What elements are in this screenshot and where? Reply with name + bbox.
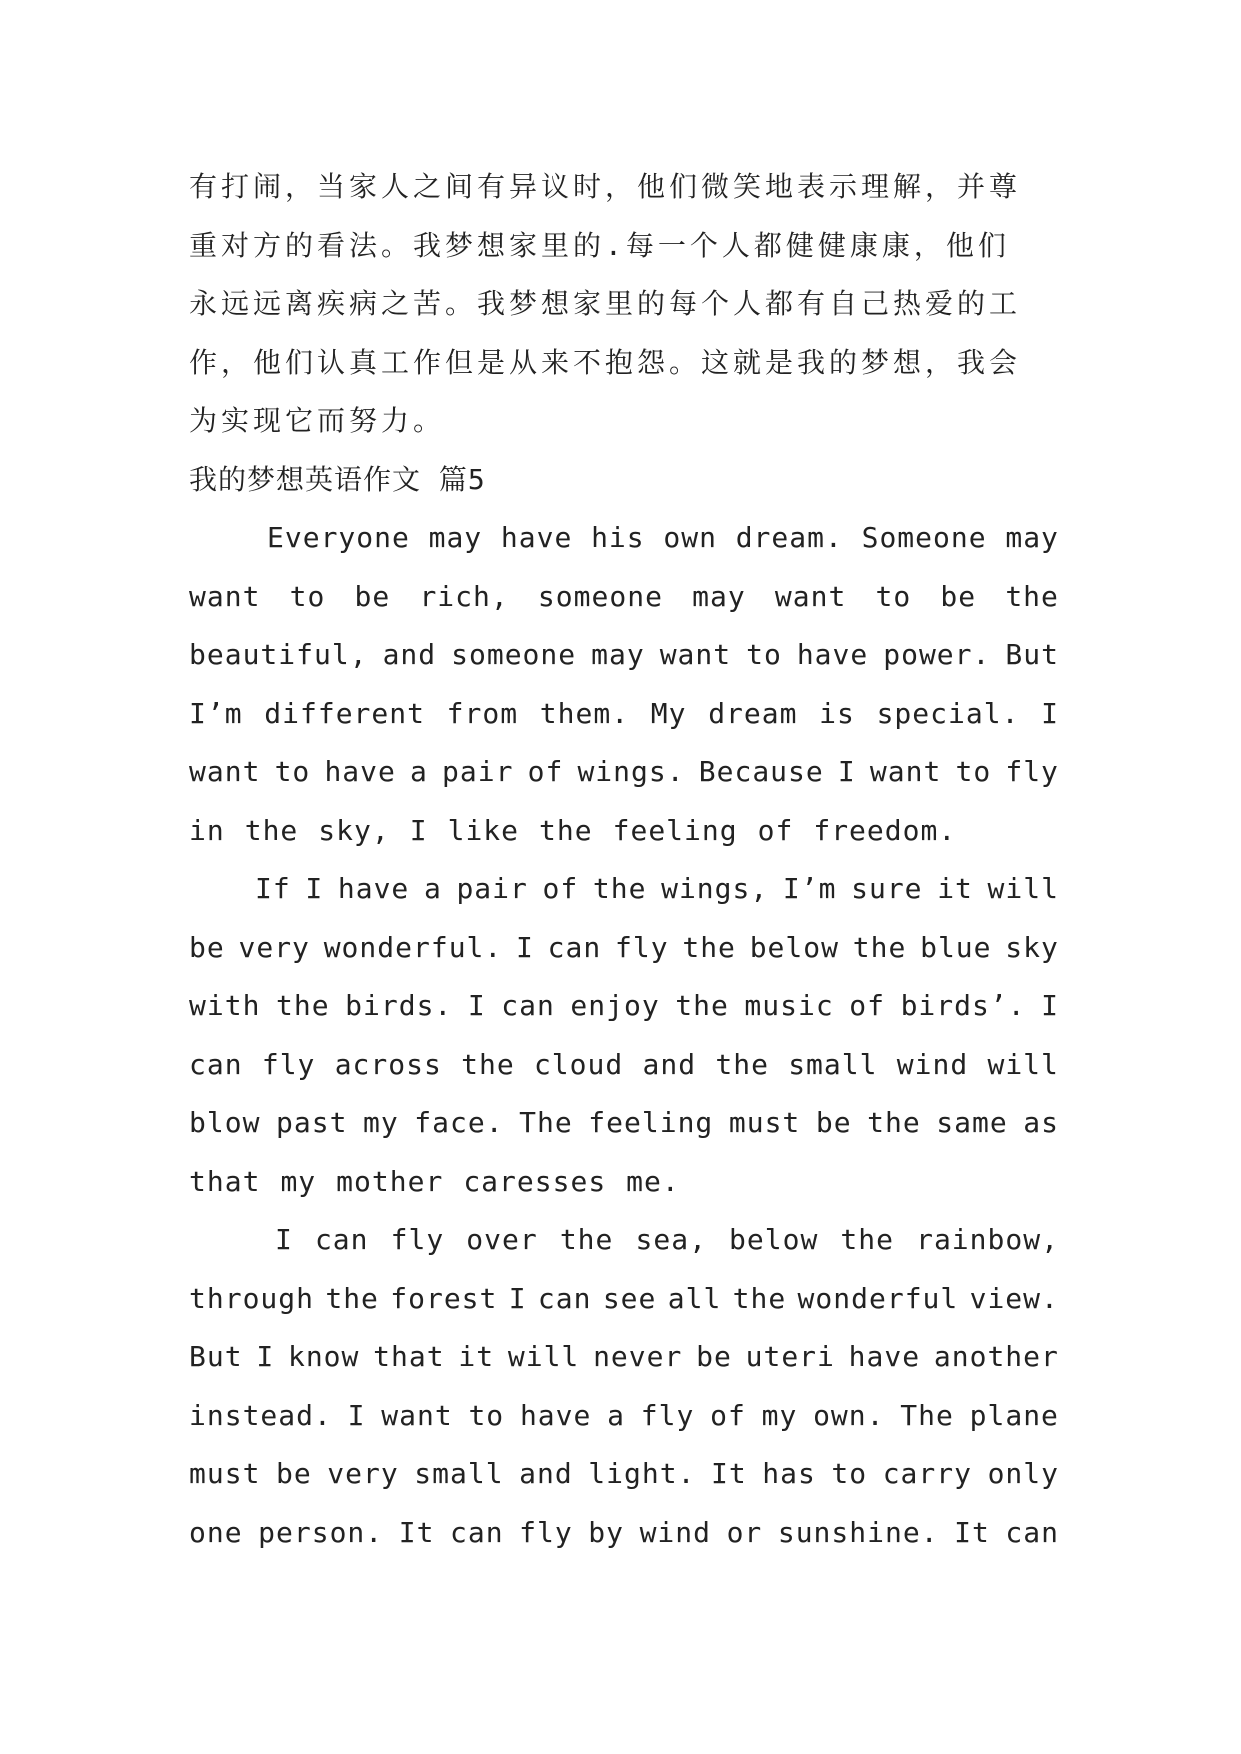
text-line bbox=[189, 802, 1059, 861]
text-line bbox=[189, 685, 1059, 744]
word: through bbox=[189, 1281, 315, 1315]
word: I bbox=[1041, 696, 1059, 730]
word: blow bbox=[189, 1106, 261, 1139]
word: may bbox=[1005, 521, 1059, 554]
text-line bbox=[189, 743, 1059, 802]
text-line bbox=[189, 568, 1059, 627]
word: fly bbox=[640, 1398, 695, 1432]
text-line bbox=[189, 1387, 1059, 1446]
word: wind bbox=[639, 1515, 711, 1549]
word: may bbox=[591, 638, 645, 671]
word: I bbox=[1041, 989, 1059, 1022]
word: I bbox=[409, 813, 428, 847]
word: the bbox=[539, 813, 593, 847]
word: can bbox=[1005, 1515, 1059, 1549]
word: I bbox=[516, 930, 534, 964]
text-line bbox=[189, 1270, 1059, 1329]
word: own. bbox=[813, 1398, 885, 1432]
word: very bbox=[327, 1457, 399, 1490]
word: be bbox=[696, 1340, 732, 1373]
word: beautiful, bbox=[189, 638, 368, 671]
word: from bbox=[446, 696, 519, 730]
word: I bbox=[305, 872, 324, 905]
word: below bbox=[729, 1223, 819, 1256]
word: will bbox=[987, 1047, 1059, 1081]
word: I bbox=[508, 1281, 527, 1315]
word: small bbox=[414, 1457, 504, 1490]
word: own bbox=[663, 521, 717, 554]
word: different bbox=[264, 696, 425, 730]
word: must bbox=[189, 1457, 261, 1490]
word: special. bbox=[876, 696, 1020, 730]
word: be bbox=[276, 1457, 312, 1490]
word: by bbox=[588, 1515, 624, 1549]
text-line bbox=[189, 977, 1059, 1036]
word: may bbox=[692, 579, 746, 613]
word: must bbox=[728, 1106, 801, 1139]
word: the bbox=[852, 930, 907, 964]
text-line bbox=[189, 860, 1059, 919]
word: can bbox=[547, 930, 602, 964]
word: Because bbox=[698, 755, 824, 788]
cn-line: 永远远离疾病之苦。我梦想家里的每个人都有自己热爱的工 bbox=[189, 287, 1022, 320]
word: wonderful bbox=[797, 1281, 959, 1315]
word: If bbox=[255, 872, 291, 905]
word: to bbox=[289, 579, 326, 613]
word: the bbox=[325, 1281, 379, 1315]
word: have bbox=[519, 1398, 592, 1432]
word: The bbox=[519, 1106, 573, 1139]
word: The bbox=[900, 1398, 954, 1432]
word: can bbox=[537, 1281, 592, 1315]
word: It bbox=[954, 1515, 990, 1549]
word: can bbox=[189, 1047, 243, 1081]
word: It bbox=[711, 1457, 747, 1490]
word: know bbox=[287, 1340, 360, 1373]
word: same bbox=[936, 1106, 1008, 1139]
word: the bbox=[675, 989, 729, 1022]
word: face. bbox=[414, 1106, 504, 1139]
word: wings, bbox=[661, 872, 769, 905]
word: wind bbox=[896, 1047, 969, 1081]
word: me. bbox=[626, 1164, 680, 1198]
word: My bbox=[650, 696, 687, 730]
word: light. bbox=[588, 1457, 696, 1490]
word: dream bbox=[708, 696, 798, 730]
text-line bbox=[189, 1153, 1059, 1212]
text-line bbox=[189, 626, 1059, 685]
word: a bbox=[410, 755, 428, 788]
word: to bbox=[274, 755, 311, 788]
word: birds’. bbox=[900, 989, 1026, 1022]
word: with bbox=[189, 989, 261, 1022]
word: uteri bbox=[745, 1340, 835, 1373]
word: can bbox=[314, 1223, 369, 1256]
word: sky bbox=[1005, 930, 1059, 964]
word: the bbox=[840, 1223, 894, 1256]
word: of bbox=[757, 813, 794, 847]
word: the bbox=[276, 989, 330, 1022]
word: have bbox=[337, 872, 410, 905]
word: the bbox=[244, 813, 299, 847]
word: wings. bbox=[577, 755, 685, 788]
word: be bbox=[940, 579, 977, 613]
word: freedom. bbox=[813, 813, 957, 847]
word: another bbox=[933, 1340, 1059, 1373]
word: It bbox=[398, 1515, 435, 1549]
word: will bbox=[987, 872, 1059, 905]
word: have bbox=[324, 755, 396, 788]
word: a bbox=[423, 872, 442, 905]
word: sure bbox=[851, 872, 923, 905]
word: have bbox=[848, 1340, 921, 1373]
text-line bbox=[189, 509, 1059, 568]
word: I bbox=[837, 755, 856, 788]
word: Someone bbox=[861, 521, 987, 554]
word: want bbox=[381, 1398, 453, 1432]
word: will bbox=[507, 1340, 580, 1373]
paragraph-3 bbox=[189, 1211, 1059, 1562]
text-line bbox=[189, 1094, 1059, 1153]
word: someone bbox=[451, 638, 577, 671]
word: the bbox=[461, 1047, 515, 1081]
word: as bbox=[1023, 1106, 1059, 1139]
word: wonderful. bbox=[323, 930, 503, 964]
word: pair bbox=[442, 755, 514, 788]
word: pair bbox=[456, 872, 528, 905]
word: fly bbox=[615, 930, 669, 964]
word: mother bbox=[336, 1164, 444, 1198]
cn-line: 为实现它而努力。 bbox=[189, 404, 446, 437]
word: enjoy bbox=[570, 989, 660, 1022]
word: like bbox=[447, 813, 520, 847]
word: over bbox=[466, 1223, 538, 1256]
word: his bbox=[591, 521, 645, 554]
word: to bbox=[831, 1457, 868, 1490]
word: want bbox=[869, 755, 942, 788]
word: of bbox=[527, 755, 564, 788]
word: my bbox=[761, 1398, 798, 1432]
word: sunshine. bbox=[777, 1515, 939, 1549]
word: rich, bbox=[419, 579, 509, 613]
word: the bbox=[867, 1106, 921, 1139]
word: that bbox=[373, 1340, 445, 1373]
word: I bbox=[275, 1223, 293, 1256]
word: want bbox=[659, 638, 732, 671]
word: want bbox=[189, 755, 261, 788]
word: below bbox=[749, 930, 839, 964]
word: a bbox=[607, 1398, 625, 1432]
word: birds. bbox=[345, 989, 453, 1022]
word: the bbox=[682, 930, 736, 964]
word: someone bbox=[537, 579, 663, 613]
word: all bbox=[667, 1281, 722, 1315]
word: small bbox=[788, 1047, 878, 1081]
word: person. bbox=[258, 1515, 384, 1549]
word: feeling bbox=[612, 813, 738, 847]
word: my bbox=[363, 1106, 399, 1139]
word: I bbox=[347, 1398, 366, 1432]
word: be bbox=[189, 930, 225, 964]
word: the bbox=[715, 1047, 769, 1081]
word: music bbox=[744, 989, 834, 1022]
word: across bbox=[334, 1047, 442, 1081]
word: has bbox=[762, 1457, 816, 1490]
word: and bbox=[519, 1457, 573, 1490]
word: of bbox=[849, 989, 885, 1022]
word: sea, bbox=[635, 1223, 707, 1256]
word: them. bbox=[539, 696, 630, 730]
text-line bbox=[189, 919, 1059, 978]
word: plane bbox=[969, 1398, 1059, 1432]
word: it bbox=[458, 1340, 495, 1373]
text-line bbox=[189, 1504, 1059, 1563]
word: dream. bbox=[735, 521, 843, 554]
word: feeling bbox=[588, 1106, 714, 1139]
word: to bbox=[746, 638, 782, 671]
word: cloud bbox=[533, 1047, 624, 1081]
text-line bbox=[189, 1328, 1059, 1387]
cn-line: 作，他们认真工作但是从来不抱怨。这就是我的梦想，我会 bbox=[189, 345, 1022, 379]
word: forest bbox=[390, 1281, 498, 1315]
word: my bbox=[280, 1164, 317, 1198]
word: Everyone bbox=[267, 521, 410, 554]
word: or bbox=[726, 1515, 763, 1549]
cn-line: 重对方的看法。我梦想家里的.每一个人都健健康康，他们 bbox=[189, 228, 1010, 262]
text-line bbox=[189, 1211, 1059, 1270]
word: the bbox=[592, 872, 647, 905]
word: of bbox=[710, 1398, 746, 1432]
document-page bbox=[189, 158, 1059, 1562]
word: instead. bbox=[189, 1398, 332, 1432]
paragraph-1 bbox=[189, 509, 1059, 860]
word: to bbox=[955, 755, 992, 788]
word: to bbox=[875, 579, 912, 613]
word: blue bbox=[920, 930, 992, 964]
word: the bbox=[732, 1281, 787, 1315]
word: be bbox=[354, 579, 391, 613]
word: may bbox=[428, 521, 483, 554]
word: view. bbox=[969, 1281, 1059, 1315]
word: fly bbox=[390, 1223, 445, 1256]
text-line bbox=[189, 1036, 1059, 1095]
word: But bbox=[189, 1340, 243, 1373]
word: be bbox=[815, 1106, 852, 1139]
word: I bbox=[256, 1340, 275, 1373]
word: can bbox=[501, 989, 555, 1022]
word: fly bbox=[519, 1515, 573, 1549]
word: to bbox=[468, 1398, 505, 1432]
word: sky, bbox=[318, 813, 390, 847]
word: want bbox=[774, 579, 847, 613]
word: never bbox=[593, 1340, 683, 1373]
word: it bbox=[937, 872, 973, 905]
word: power. bbox=[883, 638, 991, 671]
word: only bbox=[987, 1457, 1059, 1490]
word: fly bbox=[261, 1047, 316, 1081]
section-heading: 我的梦想英语作文 篇5 bbox=[189, 462, 486, 496]
word: fly bbox=[1005, 755, 1059, 788]
paragraph-2 bbox=[189, 860, 1059, 1211]
word: that bbox=[189, 1164, 261, 1198]
word: have bbox=[500, 521, 573, 554]
word: the bbox=[1005, 579, 1059, 613]
word: I’m bbox=[189, 696, 243, 730]
word: of bbox=[542, 872, 579, 905]
word: I’m bbox=[782, 872, 837, 905]
text-line bbox=[189, 1445, 1059, 1504]
word: in bbox=[189, 813, 225, 847]
word: caresses bbox=[463, 1164, 607, 1198]
word: have bbox=[796, 638, 869, 671]
word: But bbox=[1005, 638, 1059, 671]
word: I bbox=[467, 989, 486, 1022]
word: very bbox=[238, 930, 310, 964]
word: past bbox=[276, 1106, 348, 1139]
word: the bbox=[559, 1223, 614, 1256]
word: rainbow, bbox=[916, 1223, 1059, 1256]
word: one bbox=[189, 1515, 243, 1549]
word: carry bbox=[882, 1457, 972, 1490]
word: can bbox=[450, 1515, 504, 1549]
word: and bbox=[382, 638, 437, 671]
word: is bbox=[819, 696, 855, 730]
word: want bbox=[189, 579, 261, 613]
word: and bbox=[642, 1047, 697, 1081]
word: see bbox=[602, 1281, 657, 1315]
cn-line: 有打闹，当家人之间有异议时，他们微笑地表示理解，并尊 bbox=[189, 170, 1022, 203]
